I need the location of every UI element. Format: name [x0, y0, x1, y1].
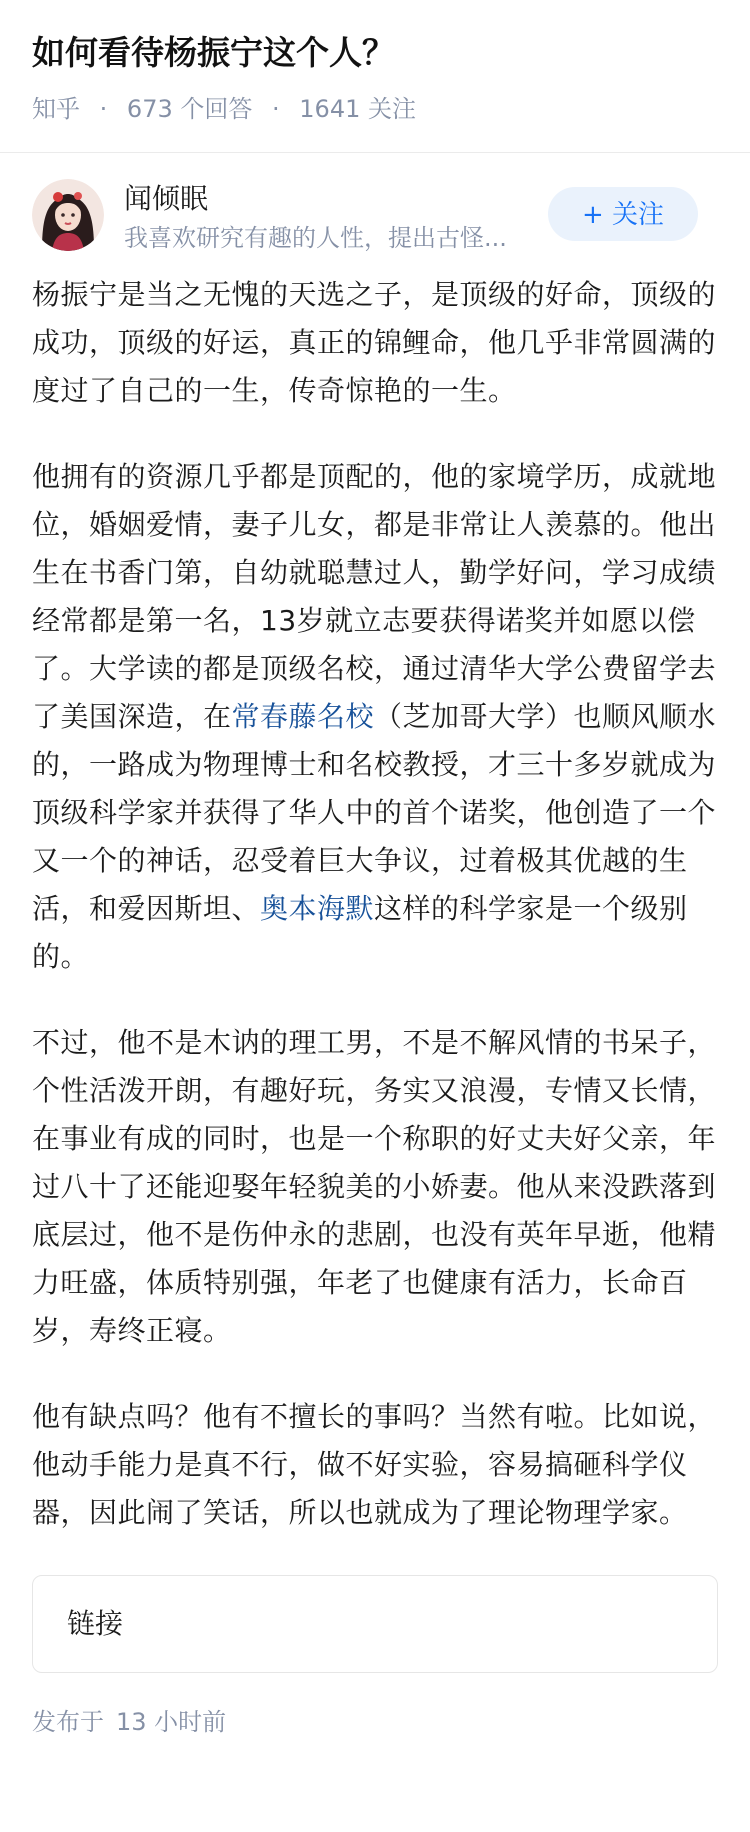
question-meta [32, 92, 718, 126]
author-name[interactable]: 闻倾眠 [124, 182, 209, 215]
paragraph-text: （芝加哥大学）也顺风顺水的，一路成为物理博士和名校教授，才三十多岁就成为顶级科学家并获得了华人中的首个诺奖，他创造了一个又一个的神话，忍受着巨大争议，过着极其优越的生活，和爱因斯坦、 [32, 700, 717, 925]
link-oppenheimer[interactable]: 奥本海默 [260, 892, 375, 925]
link-card-label: 链接 [67, 1607, 124, 1640]
answer-count[interactable]: 673 个回答 [126, 95, 253, 123]
avatar[interactable] [32, 179, 104, 251]
paragraph-text: 这样的科学家是一个级别的。 [32, 892, 688, 973]
author-row [0, 179, 750, 289]
follow-button[interactable]: + 关注 [548, 187, 698, 241]
answer-paragraph: 他有缺点吗？他有不擅长的事吗？当然有啦。比如说，他动手能力是真不行，做不好实验，容易搞砸科学仪器，因此闹了笑话，所以也就成为了理论物理学家。 [32, 1400, 717, 1529]
follower-count[interactable]: 1641 关注 [299, 95, 416, 123]
publish-info [0, 1673, 750, 1739]
author-bio: 我喜欢研究有趣的人性，提出古怪... [124, 224, 507, 252]
published-time: 13 小时前 [116, 1708, 227, 1736]
question-title[interactable]: 如何看待杨振宁这个人？ [32, 33, 395, 72]
answer-paragraph [32, 453, 718, 981]
published-prefix: 发布于 [32, 1708, 104, 1736]
answer-paragraph: 不过，他不是木讷的理工男，不是不解风情的书呆子，个性活泼开朗，有趣好玩，务实又浪漫，专情又长情，在事业有成的同时，也是一个称职的好丈夫好父亲，年过八十了还能迎娶年轻貌美的小娇妻。他从来没跌落到底层过，他不是伤仲永的悲剧，也没有英年早逝，他精力旺盛，体质特别强，年老了也健康有活力，长命百岁，寿终正寝。 [32, 1026, 717, 1347]
link-ivy-league[interactable]: 常春藤名校 [231, 700, 375, 733]
paragraph-text: 他拥有的资源几乎都是顶配的，他的家境学历，成就地位，婚姻爱情，妻子儿女，都是非常让人羡慕的。他出生在书香门第，自幼就聪慧过人，勤学好问，学习成绩经常都是第一名，13岁就立志要获得诺奖并如愿以偿了。大学读的都是顶级名校，通过清华大学公费留学去了美国深造，在 [32, 460, 717, 733]
link-card[interactable] [32, 1575, 718, 1673]
answer-paragraph: 杨振宁是当之无愧的天选之子，是顶级的好命，顶级的成功，顶级的好运，真正的锦鲤命，他几乎非常圆满的度过了自己的一生，传奇惊艳的一生。 [32, 278, 717, 407]
question-header [0, 0, 750, 153]
source-label[interactable]: 知乎 [32, 95, 80, 123]
avatar-portrait-icon [32, 179, 104, 251]
answer-content [0, 271, 750, 1537]
separator-dot: · [272, 95, 280, 123]
separator-dot: · [99, 95, 108, 123]
